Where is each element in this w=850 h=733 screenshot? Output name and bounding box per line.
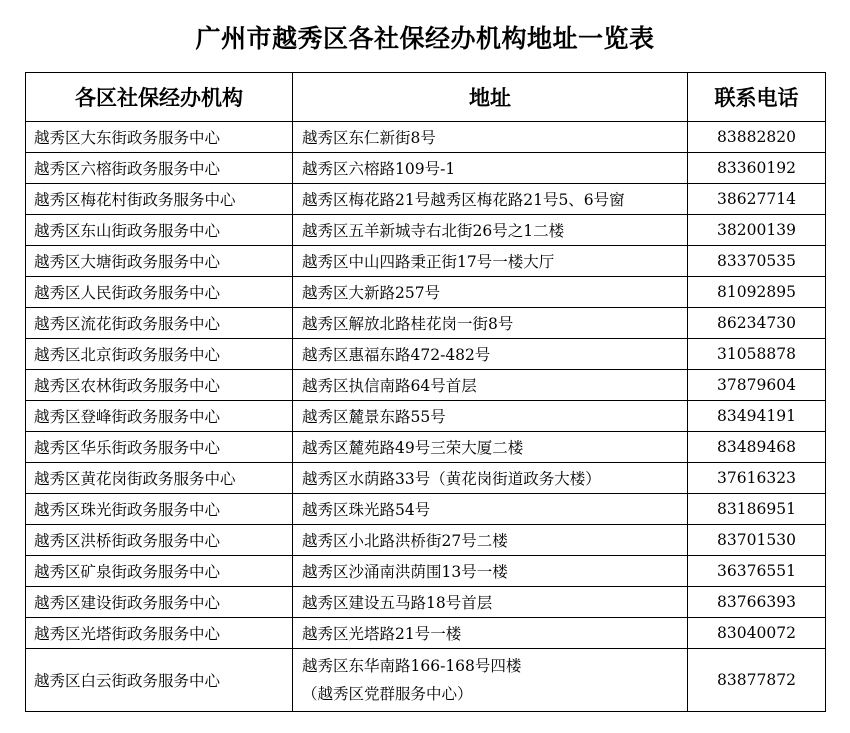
table-row (26, 587, 826, 618)
phone-cell: 86234730 (688, 308, 826, 339)
phone-cell: 83494191 (688, 401, 826, 432)
org-cell: 越秀区北京街政务服务中心 (26, 339, 293, 370)
address-cell (293, 649, 688, 712)
address-cell: 越秀区珠光路54号 (293, 494, 688, 525)
table-row (26, 277, 826, 308)
org-cell: 越秀区大塘街政务服务中心 (26, 246, 293, 277)
phone-cell: 83040072 (688, 618, 826, 649)
address-cell: 越秀区光塔路21号一楼 (293, 618, 688, 649)
org-cell: 越秀区流花街政务服务中心 (26, 308, 293, 339)
address-line-1: 越秀区东华南路166-168号四楼 (302, 657, 522, 675)
org-cell: 越秀区大东街政务服务中心 (26, 122, 293, 153)
phone-cell: 38627714 (688, 184, 826, 215)
phone-cell: 83877872 (688, 649, 826, 712)
address-cell: 越秀区五羊新城寺右北街26号之1二楼 (293, 215, 688, 246)
header-phone: 联系电话 (688, 73, 826, 122)
org-cell: 越秀区华乐街政务服务中心 (26, 432, 293, 463)
phone-cell: 81092895 (688, 277, 826, 308)
table-row (26, 184, 826, 215)
address-cell: 越秀区六榕路109号-1 (293, 153, 688, 184)
address-cell: 越秀区解放北路桂花岗一街8号 (293, 308, 688, 339)
phone-cell: 36376551 (688, 556, 826, 587)
table-row (26, 122, 826, 153)
address-line-2: （越秀区党群服务中心） (302, 685, 473, 703)
table-row (26, 494, 826, 525)
org-cell: 越秀区农林街政务服务中心 (26, 370, 293, 401)
address-cell: 越秀区东仁新街8号 (293, 122, 688, 153)
org-cell: 越秀区黄花岗街政务服务中心 (26, 463, 293, 494)
phone-cell: 83882820 (688, 122, 826, 153)
phone-cell: 83766393 (688, 587, 826, 618)
org-cell: 越秀区白云街政务服务中心 (26, 649, 293, 712)
address-cell: 越秀区大新路257号 (293, 277, 688, 308)
address-cell: 越秀区梅花路21号越秀区梅花路21号5、6号窗 (293, 184, 688, 215)
org-cell: 越秀区建设街政务服务中心 (26, 587, 293, 618)
table-header-row (26, 73, 826, 122)
address-cell: 越秀区中山四路秉正街17号一楼大厅 (293, 246, 688, 277)
phone-cell: 83370535 (688, 246, 826, 277)
table-row (26, 246, 826, 277)
org-cell: 越秀区人民街政务服务中心 (26, 277, 293, 308)
table-row (26, 308, 826, 339)
table-row (26, 463, 826, 494)
document-title: 广州市越秀区各社保经办机构地址一览表 (195, 24, 655, 53)
office-address-table (25, 72, 826, 712)
org-cell: 越秀区光塔街政务服务中心 (26, 618, 293, 649)
table-body (26, 122, 826, 712)
org-cell: 越秀区六榕街政务服务中心 (26, 153, 293, 184)
phone-cell: 31058878 (688, 339, 826, 370)
address-cell: 越秀区惠福东路472-482号 (293, 339, 688, 370)
phone-cell: 83489468 (688, 432, 826, 463)
address-cell: 越秀区小北路洪桥街27号二楼 (293, 525, 688, 556)
org-cell: 越秀区矿泉街政务服务中心 (26, 556, 293, 587)
table-row (26, 215, 826, 246)
header-org: 各区社保经办机构 (26, 73, 293, 122)
table-row (26, 339, 826, 370)
table-row (26, 525, 826, 556)
table-row (26, 401, 826, 432)
address-cell: 越秀区建设五马路18号首层 (293, 587, 688, 618)
address-cell: 越秀区沙涌南洪荫围13号一楼 (293, 556, 688, 587)
table-row (26, 432, 826, 463)
phone-cell: 83701530 (688, 525, 826, 556)
org-cell: 越秀区登峰街政务服务中心 (26, 401, 293, 432)
address-cell: 越秀区水荫路33号（黄花岗街道政务大楼） (293, 463, 688, 494)
phone-cell: 37879604 (688, 370, 826, 401)
table-row-last (26, 649, 826, 712)
address-cell: 越秀区麓苑路49号三荣大厦二楼 (293, 432, 688, 463)
table-row (26, 153, 826, 184)
org-cell: 越秀区东山街政务服务中心 (26, 215, 293, 246)
phone-cell: 37616323 (688, 463, 826, 494)
table-row (26, 556, 826, 587)
org-cell: 越秀区珠光街政务服务中心 (26, 494, 293, 525)
phone-cell: 83360192 (688, 153, 826, 184)
address-cell: 越秀区执信南路64号首层 (293, 370, 688, 401)
table-row (26, 618, 826, 649)
phone-cell: 38200139 (688, 215, 826, 246)
org-cell: 越秀区洪桥街政务服务中心 (26, 525, 293, 556)
phone-cell: 83186951 (688, 494, 826, 525)
table-row (26, 370, 826, 401)
org-cell: 越秀区梅花村街政务服务中心 (26, 184, 293, 215)
address-cell: 越秀区麓景东路55号 (293, 401, 688, 432)
header-address: 地址 (293, 73, 688, 122)
